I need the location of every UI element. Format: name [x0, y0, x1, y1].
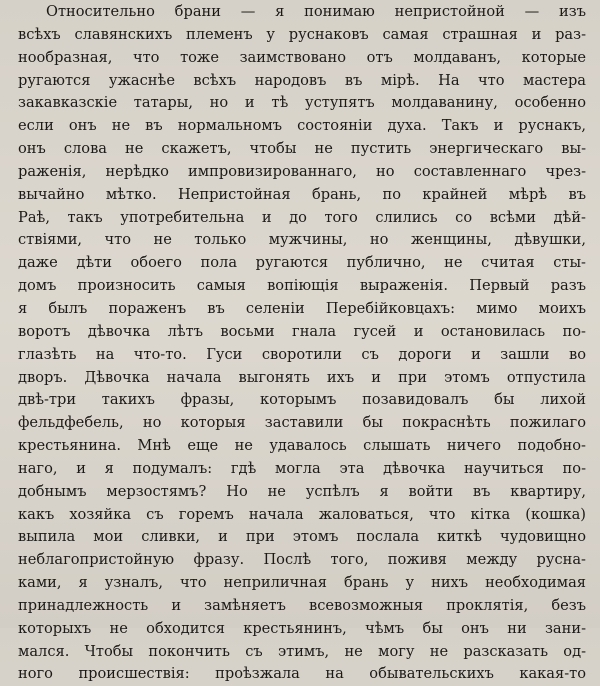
- text-line-10: Раѣ, такъ употребительна и до того слились со всѣми дѣй-: [18, 208, 586, 226]
- text-line-2: всѣхъ славянскихъ племенъ у руснаковъ самая страшная и раз-: [18, 25, 586, 43]
- text-line-22: добнымъ мерзостямъ? Но не успѣлъ я войти въ квартиру,: [18, 482, 586, 500]
- text-line-30: ного происшествія: проѣзжала на обывательскихъ какая-то: [18, 665, 586, 683]
- text-line-28: которыхъ не обходится крестьянинъ, чѣмъ бы онъ ни зани-: [18, 619, 586, 637]
- text-line-3: нообразная, что тоже заимствовано отъ молдаванъ, которые: [18, 48, 586, 66]
- text-line-9: вычайно мѣтко. Непристойная брань, по крайней мѣрѣ въ: [18, 185, 586, 203]
- text-line-13: домъ произносить самыя вопіющія выраженія. Первый разъ: [18, 277, 586, 295]
- text-line-27: принадлежность и замѣняетъ всевозможныя проклятія, безъ: [18, 596, 586, 614]
- text-line-16: глазѣть на что-то. Гуси своротили съ дороги и зашли во: [18, 345, 586, 363]
- text-line-6: если онъ не въ нормальномъ состояніи духа. Такъ и руснакъ,: [18, 117, 586, 135]
- text-line-20: крестьянина. Мнѣ еще не удавалось слышать ничего подобно-: [18, 437, 586, 455]
- text-line-23: какъ хозяйка съ горемъ начала жаловаться, что кітка (кошка): [18, 505, 586, 523]
- text-line-17: дворъ. Дѣвочка начала выгонять ихъ и при этомъ отпустила: [18, 368, 586, 386]
- text-line-12: даже дѣти обоего пола ругаются публично, не считая сты-: [18, 254, 586, 272]
- text-line-18: двѣ-три такихъ фразы, которымъ позавидовалъ бы лихой: [18, 391, 586, 409]
- text-line-21: наго, и я подумалъ: гдѣ могла эта дѣвочка научиться по-: [18, 459, 586, 477]
- text-line-29: мался. Чтобы покончить съ этимъ, не могу не разсказать од-: [18, 642, 586, 660]
- text-line-26: ками, я узналъ, что неприличная брань у нихъ необходимая: [18, 574, 586, 592]
- text-line-25: неблагопристойную фразу. Послѣ того, поживя между русна-: [18, 551, 586, 569]
- text-line-5: закавказскіе татары, но и тѣ уступятъ молдаванину, особенно: [18, 94, 586, 112]
- text-line-1: Относительно брани — я понимаю непристойной — изъ: [46, 3, 586, 20]
- text-line-4: ругаются ужаснѣе всѣхъ народовъ въ мірѣ. На что мастера: [18, 71, 586, 89]
- text-line-19: фельдфебель, но которыя заставили бы покраснѣть пожилаго: [18, 414, 586, 432]
- text-line-8: раженія, нерѣдко импровизированнаго, но составленнаго чрез-: [18, 162, 586, 180]
- text-line-15: воротъ дѣвочка лѣтъ восьми гнала гусей и остановилась по-: [18, 322, 586, 340]
- text-line-24: выпила мои сливки, и при этомъ послала киткѣ чудовищно: [18, 528, 586, 546]
- text-line-14: я былъ пораженъ въ селеніи Перебійковцахъ: мимо моихъ: [18, 299, 586, 317]
- text-line-11: ствіями, что не только мужчины, но женщины, дѣвушки,: [18, 231, 586, 249]
- text-line-7: онъ слова не скажетъ, чтобы не пустить энергическаго вы-: [18, 140, 586, 158]
